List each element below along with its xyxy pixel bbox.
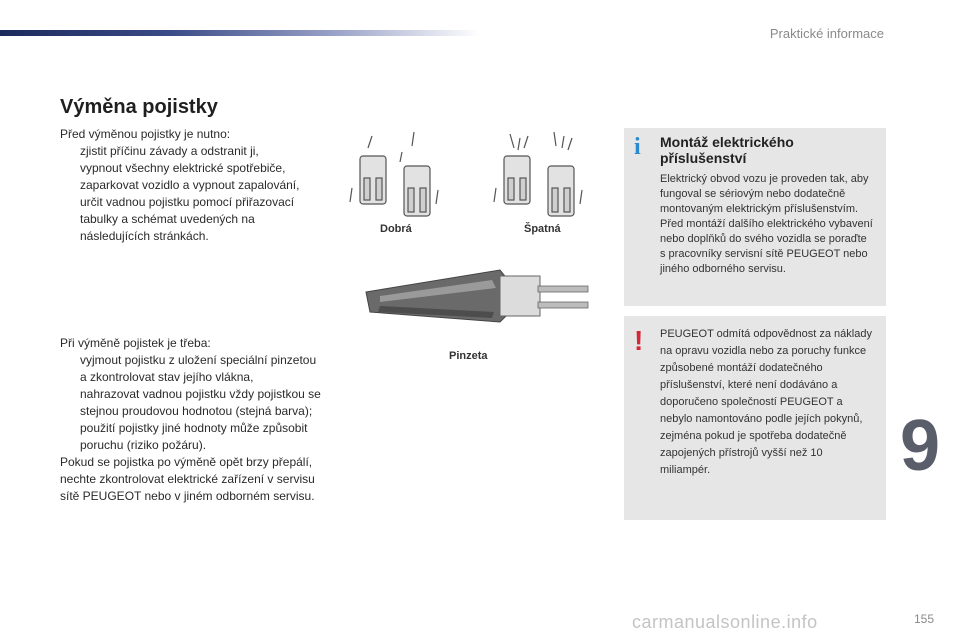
info-box-text: Elektrický obvod vozu je proveden tak, aby fungoval se sériovým nebo dodatečně montovaným elektrickým příslušenstvím. Před montáží dalšího elektrického vybavení nebo doplňků do svého vozidla se poraďte s pracovníky servisní sítě PEUGEOT nebo jiného odborného servisu. bbox=[660, 173, 873, 275]
watermark: carmanualsonline.info bbox=[632, 612, 818, 632]
bullet-icon bbox=[60, 160, 80, 177]
info-box-title: Montáž elektrického příslušenství bbox=[660, 134, 794, 166]
bullet-icon bbox=[60, 386, 80, 454]
during-intro: Při výměně pojistek je třeba: bbox=[60, 336, 211, 350]
warning-icon: ! bbox=[634, 325, 644, 356]
warning-box bbox=[624, 316, 886, 520]
good-fuse-label: Dobrá bbox=[380, 223, 412, 235]
list-item: vypnout všechny elektrické spotřebiče, bbox=[60, 160, 322, 177]
bad-fuse-icon bbox=[494, 132, 582, 216]
bullet-icon bbox=[60, 194, 80, 245]
section-title: Výměna pojistky bbox=[60, 96, 218, 118]
header-gradient-bar bbox=[0, 30, 480, 36]
list-item: zjistit příčinu závady a odstranit ji, bbox=[60, 143, 322, 160]
list-item: určit vadnou pojistku pomocí přiřazovací tabulky a schémat uvedených na následujících stránkách. bbox=[60, 194, 322, 245]
list-item: zaparkovat vozidlo a vypnout zapalování, bbox=[60, 177, 322, 194]
bullet-icon bbox=[60, 352, 80, 386]
bad-fuse-label: Špatná bbox=[524, 223, 561, 235]
info-box bbox=[624, 128, 886, 306]
during-outro: Pokud se pojistka po výměně opět brzy přepálí, nechte zkontrolovat elektrické zařízení v servisu sítě PEUGEOT nebo v jiném odborném servisu. bbox=[60, 455, 315, 503]
fuse-comparison-illustration bbox=[342, 128, 602, 228]
info-icon: i bbox=[634, 134, 641, 160]
tweezer-illustration bbox=[360, 262, 600, 342]
list-item: nahrazovat vadnou pojistku vždy pojistkou se stejnou proudovou hodnotou (stejná barva); použití pojistky jiné hodnoty může způsobit poruchu (riziko požáru). bbox=[60, 386, 322, 454]
tweezer-label: Pinzeta bbox=[449, 350, 488, 362]
chapter-number: 9 bbox=[900, 406, 941, 486]
good-fuse-icon bbox=[350, 132, 438, 216]
during-replacement-text bbox=[60, 335, 322, 505]
before-replacement-text bbox=[60, 126, 322, 245]
bullet-icon bbox=[60, 177, 80, 194]
warning-text: PEUGEOT odmítá odpovědnost za náklady na opravu vozidla nebo za poruchy funkce způsobené montáží dodatečného příslušenství, které není dodáváno a doporučeno společností PEUGEOT a nebylo namontováno podle jejích pokynů, zejména pokud je spotřeba dodatečně zapojených přístrojů vyšší než 10 miliampér. bbox=[660, 328, 872, 476]
bullet-icon bbox=[60, 143, 80, 160]
page-number: 155 bbox=[913, 612, 934, 626]
header-title: Praktické informace bbox=[769, 26, 884, 41]
before-intro: Před výměnou pojistky je nutno: bbox=[60, 127, 231, 141]
list-item: vyjmout pojistku z uložení speciální pinzetou a zkontrolovat stav jejího vlákna, bbox=[60, 352, 322, 386]
